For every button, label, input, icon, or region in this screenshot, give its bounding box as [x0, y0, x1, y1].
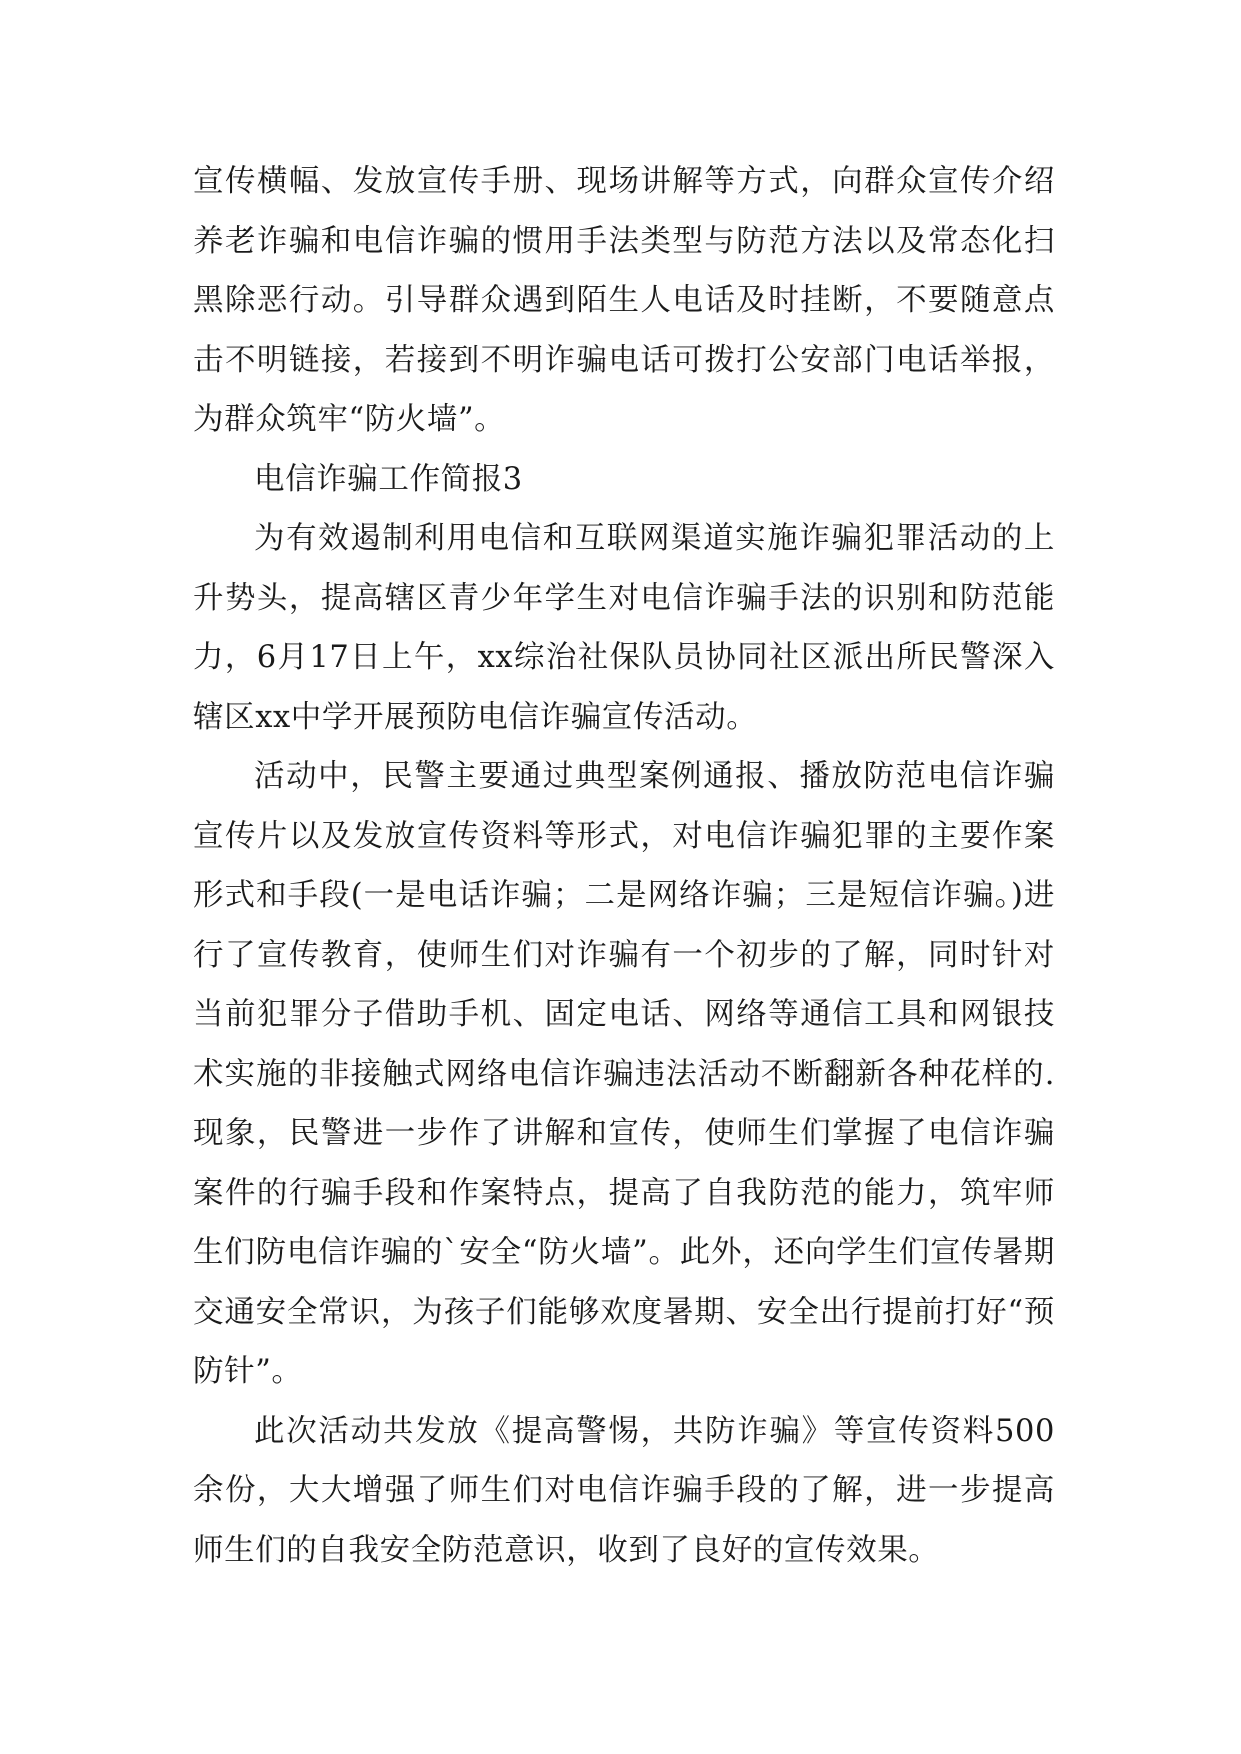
paragraph-continuation: 宣传横幅、发放宣传手册、现场讲解等方式，向群众宣传介绍养老诈骗和电信诈骗的惯用手法类型与防范方法以及常态化扫黑除恶行动。引导群众遇到陌生人电话及时挂断，不要随意点击不明链接，若接到不明诈骗电话可拨打公安部门电话举报，为群众筑牢“防火墙”。: [193, 164, 1055, 437]
paragraph-summary: 此次活动共发放《提高警惕，共防诈骗》等宣传资料500余份，大大增强了师生们对电信诈骗手段的了解，进一步提高师生们的自我安全防范意识，收到了良好的宣传效果。: [193, 1413, 1055, 1568]
paragraph-intro: 为有效遏制利用电信和互联网渠道实施诈骗犯罪活动的上升势头，提高辖区青少年学生对电信诈骗手法的识别和防范能力，6月17日上午，xx综治社保队员协同社区派出所民警深入辖区xx中学开展预防电信诈骗宣传活动。: [193, 521, 1055, 735]
document-body: [193, 152, 1055, 1580]
section-heading: 电信诈骗工作简报3: [254, 461, 523, 497]
paragraph-activity: 活动中，民警主要通过典型案例通报、播放防范电信诈骗宣传片以及发放宣传资料等形式，对电信诈骗犯罪的主要作案形式和手段(一是电话诈骗；二是网络诈骗；三是短信诈骗。)进行了宣传教育，使师生们对诈骗有一个初步的了解，同时针对当前犯罪分子借助手机、固定电话、网络等通信工具和网银技术实施的非接触式网络电信诈骗违法活动不断翻新各种花样的.现象，民警进一步作了讲解和宣传，使师生们掌握了电信诈骗案件的行骗手段和作案特点，提高了自我防范的能力，筑牢师生们防电信诈骗的`安全“防火墙”。此外，还向学生们宣传暑期交通安全常识，为孩子们能够欢度暑期、安全出行提前打好“预防针”。: [193, 759, 1055, 1389]
